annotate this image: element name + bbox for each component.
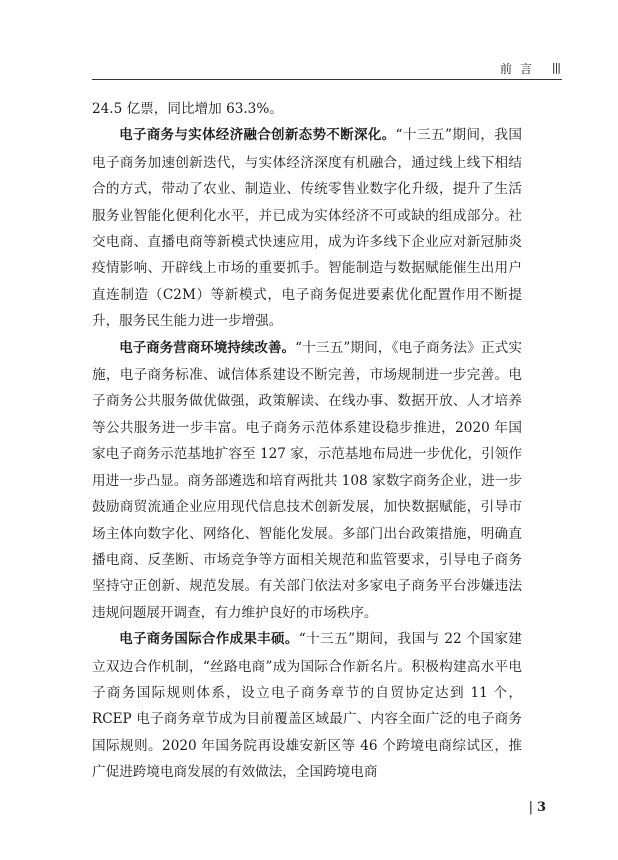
paragraph-text: “十三五”期间，《电子商务法》正式实施，电子商务标准、诚信体系建设不断完善，市场规制进一步完善。电子商务公共服务做优做强，政策解读、在线办事、数据开放、人才培养等公共服务进一步丰富。电子商务示范体系建设稳步推进，2020 年国家电子商务示范基地扩容至 127 家，示范基地布局进一步优化，引领作用进一步凸显。商务部遴选和培育两批共 108 家数字商务企业，进一步鼓励商贸流通企业应用现代信息技术创新发展，加快数据赋能，引导市场主体向数字化、网络化、智能化发展。多部门出台政策措施，明确直播电商、反垄断、市场竞争等方面相关规范和监管要求，引导电子商务坚持守正创新、规范发展。有关部门依法对多家电子商务平台涉嫌违法违规问题展开调查，有力维护良好的市场秩序。	[92, 339, 522, 621]
paragraph-heading: 电子商务与实体经济融合创新态势不断深化。	[119, 128, 396, 144]
paragraph-text: “十三五”期间，我国与 22 个国家建立双边合作机制，“丝路电商”成为国际合作新名片。积极构建高水平电子商务国际规则体系，设立电子商务章节的自贸协定达到 11 个，RCEP 电子商务章节成为目前覆盖区域最广、内容全面广泛的电子商务国际规则。2020 年国务院再设雄安新区等 46 个跨境电商综试区，推广促进跨境电商发展的有效做法，全国跨境电商	[92, 631, 523, 781]
paragraph-ecommerce-integration	[92, 122, 522, 334]
paragraph-heading: 电子商务营商环境持续改善。	[119, 340, 296, 356]
paragraph-text: “十三五”期间，我国电子商务加速创新迭代，与实体经济深度有机融合，通过线上线下相结合的方式，带动了农业、制造业、传统零售业数字化升级，提升了生活服务业智能化便利化水平，并已成为实体经济不可或缺的组成部分。社交电商、直播电商等新模式快速应用，成为许多线下企业应对新冠肺炎疫情影响、开辟线上市场的重要抓手。智能制造与数据赋能催生出用户直连制造（C2M）等新模式，电子商务促进要素优化配置作用不断提升，服务民生能力进一步增强。	[92, 127, 522, 330]
page-body	[92, 96, 522, 786]
paragraph-continuation: 24.5 亿票，同比增加 63.3%。	[92, 101, 283, 117]
page-footer	[529, 800, 546, 815]
paragraph-heading: 电子商务国际合作成果丰硕。	[119, 632, 299, 648]
header-rule	[92, 79, 562, 80]
header-title: 前言	[499, 62, 540, 76]
paragraph-business-environment	[92, 335, 522, 626]
header-bars-icon: |||	[551, 61, 560, 74]
running-header	[0, 54, 618, 80]
footer-bar-icon: |	[528, 800, 533, 815]
paragraph-international-cooperation	[92, 626, 522, 785]
page-number: 3	[536, 800, 546, 815]
